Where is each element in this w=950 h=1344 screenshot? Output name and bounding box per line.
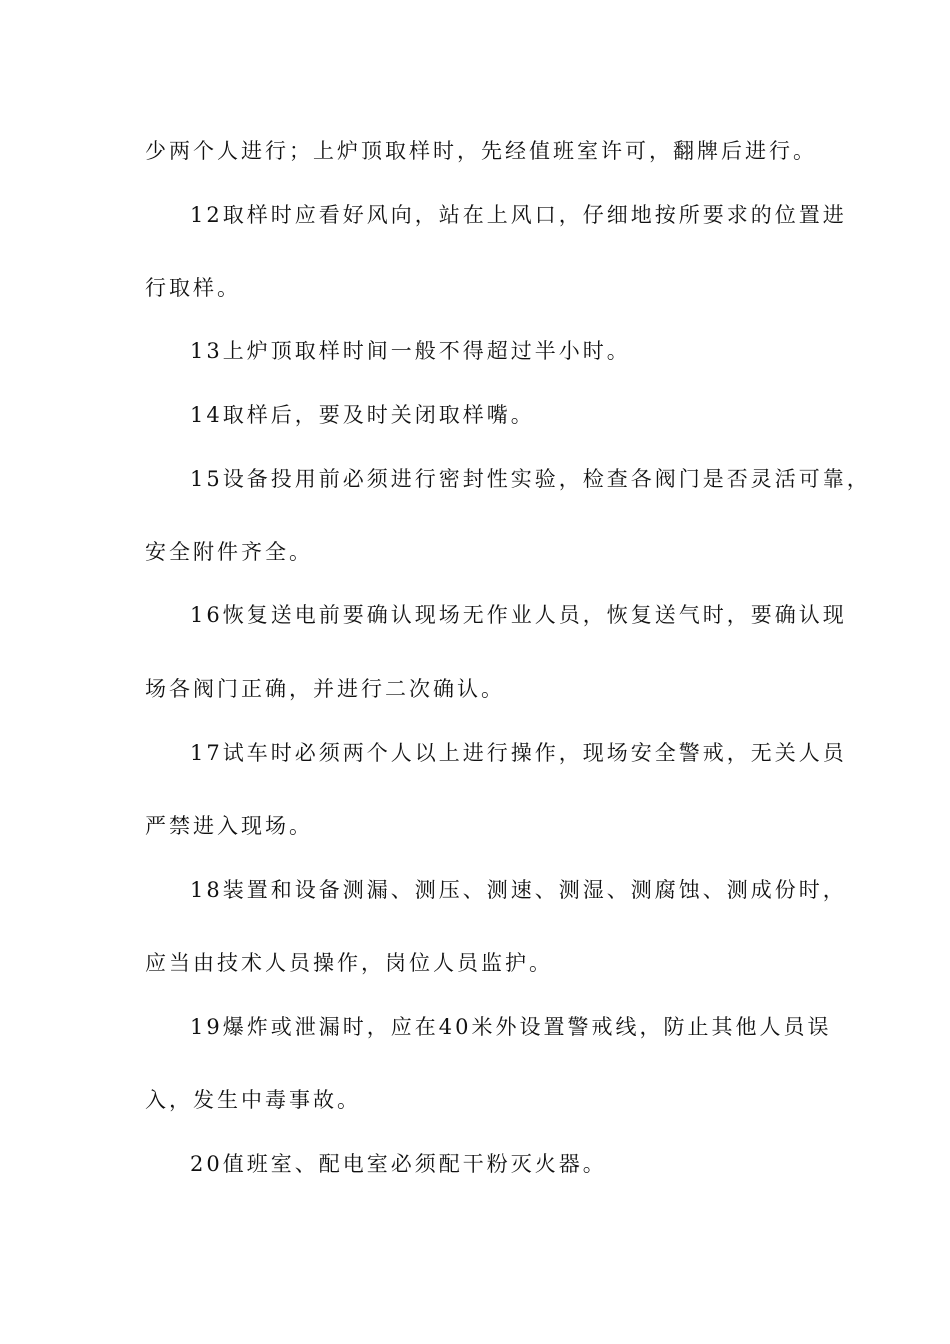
item-20: 20值班室、配电室必须配干粉灭火器。 — [190, 1152, 607, 1176]
item-17-line-1: 17试车时必须两个人以上进行操作，现场安全警戒，无关人员 — [190, 741, 847, 765]
item-12-line-1: 12取样时应看好风向，站在上风口，仔细地按所要求的位置进 — [190, 203, 847, 227]
item-13: 13上炉顶取样时间一般不得超过半小时。 — [190, 339, 631, 363]
text-line-continuation: 少两个人进行；上炉顶取样时，先经值班室许可，翻牌后进行。 — [145, 139, 817, 163]
item-14: 14取样后，要及时关闭取样嘴。 — [190, 403, 535, 427]
item-15-line-1: 15设备投用前必须进行密封性实验，检查各阀门是否灵活可靠， — [190, 467, 871, 491]
item-16-line-1: 16恢复送电前要确认现场无作业人员，恢复送气时，要确认现 — [190, 603, 847, 627]
item-18-line-2: 应当由技术人员操作，岗位人员监护。 — [145, 951, 553, 975]
item-19-line-2: 入，发生中毒事故。 — [145, 1088, 361, 1112]
item-16-line-2: 场各阀门正确，并进行二次确认。 — [145, 677, 505, 701]
item-19-line-1: 19爆炸或泄漏时，应在40米外设置警戒线，防止其他人员误 — [190, 1015, 832, 1039]
item-12-line-2: 行取样。 — [145, 276, 241, 300]
item-17-line-2: 严禁进入现场。 — [145, 814, 313, 838]
item-15-line-2: 安全附件齐全。 — [145, 540, 313, 564]
item-18-line-1: 18装置和设备测漏、测压、测速、测湿、测腐蚀、测成份时， — [190, 878, 847, 902]
